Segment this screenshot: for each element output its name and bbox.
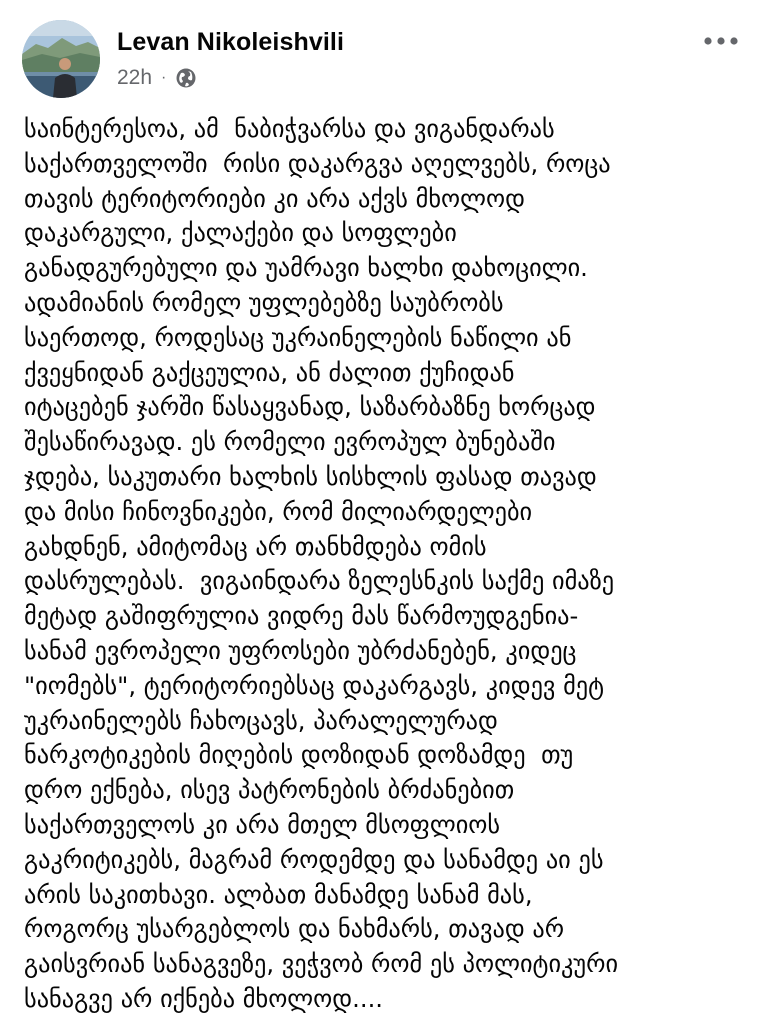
post-text-line: გაისვრიან სანაგვეზე, ვეჭვობ რომ ეს პოლიტიკური <box>24 949 619 979</box>
post-text-line: თავის ტერიტორიები კი არა აქვს მხოლოდ <box>24 183 525 213</box>
post-text-line: და მისი ჩინოვნიკები, რომ მილიარდელები <box>24 496 533 526</box>
post-header <box>0 0 762 110</box>
post-text-line: არის საკითხავი. ალბათ მანამდე სანამ მას, <box>24 879 533 909</box>
more-options-icon <box>703 36 739 46</box>
post-text-line: დრო ექნება, ისევ პატრონების ბრძანებით <box>24 775 515 805</box>
globe-icon[interactable] <box>175 67 197 89</box>
more-options-button[interactable] <box>700 26 742 56</box>
post-text-line: როგორც უსარგებლოს და ნახმარს, თავად არ <box>24 914 565 944</box>
post-text-line: საერთოდ, როდესაც უკრაინელების ნაწილი ან <box>24 322 572 352</box>
post-text-line: "იომებს", ტერიტორიებსაც დაკარგავს, კიდევ მეტ <box>24 670 605 700</box>
post-meta <box>117 64 197 92</box>
meta-separator: · <box>161 69 167 86</box>
post-text-line: ჯდება, საკუთარი ხალხის სისხლის ფასად თავად <box>24 461 597 491</box>
post-text-line: საქართველოს კი არა მთელ მსოფლიოს <box>24 809 501 839</box>
post-text-line: საქართველოში რისი დაკარგვა აღელვებს, როცა <box>24 148 611 178</box>
avatar[interactable] <box>22 20 100 98</box>
post-timestamp[interactable]: 22h <box>117 66 153 89</box>
post-text-line: ადამიანის რომელ უფლებებზე საუბრობს <box>24 287 504 317</box>
post-text-line: ნარკოტიკების მიღების დოზიდან დოზამდე თუ <box>24 740 574 770</box>
post-text-line: დასრულებას. ვიგაინდარა ზელესნკის საქმე იმაზე <box>24 566 615 596</box>
post-text-line: დაკარგული, ქალაქები და სოფლები <box>24 218 457 248</box>
post-text-line: გახდნენ, ამიტომაც არ თანხმდება ომის <box>24 531 487 561</box>
post-text-line: განადგურებული და უამრავი ხალხი დახოცილი. <box>24 253 588 283</box>
post-text-line: მეტად გაშიფრულია ვიდრე მას წარმოუდგენია- <box>24 601 579 631</box>
avatar-photo <box>22 20 100 98</box>
post-text-line: სანამ ევროპელი უფროსები უბრძანებენ, კიდეც <box>24 635 577 665</box>
post-text-line: უკრაინელებს ჩახოცავს, პარალელურად <box>24 705 498 735</box>
post-text <box>24 112 754 1017</box>
author-name[interactable]: Levan Nikoleishvili <box>117 28 344 56</box>
post-text-line: იტაცებენ ჯარში წასაყვანად, საზარბაზნე ხორცად <box>24 392 596 422</box>
post-text-line: საინტერესოა, ამ ნაბიჭვარსა და ვიგანდარას <box>24 114 555 143</box>
post-text-line: ქვეყნიდან გაქცეულია, ან ძალით ქუჩიდან <box>24 357 515 387</box>
post-text-line: შესაწირავად. ეს რომელი ევროპულ ბუნებაში <box>24 427 556 457</box>
post-text-line: სანაგვე არ იქნება მხოლოდ.... <box>24 983 384 1013</box>
post-text-line: გაკრიტიკებს, მაგრამ როდემდე და სანამდე აი ეს <box>24 844 604 874</box>
